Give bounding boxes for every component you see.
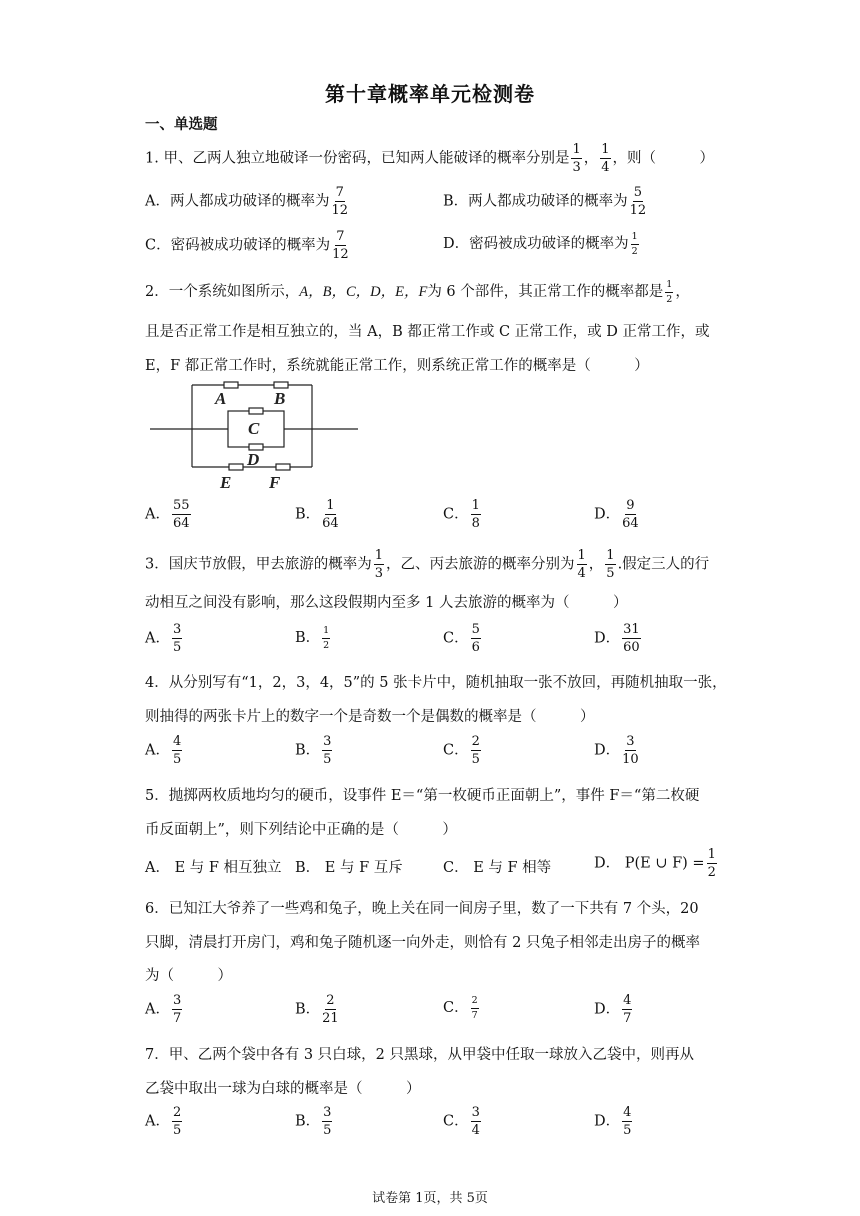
question-3-stem-line-2: 动相互之间没有影响，那么这段假期内至多 1 人去旅游的概率为（ ） bbox=[145, 595, 628, 611]
question-3-option-b[interactable]: B． $\frac{1}{2}$ bbox=[295, 625, 330, 651]
question-2-option-a[interactable]: A． $\frac{55}{64}$ bbox=[145, 498, 190, 531]
question-4-option-d[interactable]: D． $\frac{3}{10}$ bbox=[594, 734, 639, 767]
question-7-option-d[interactable]: D． $\frac{4}{5}$ bbox=[594, 1105, 632, 1138]
question-1-option-d[interactable]: D．密码被成功破译的概率为 $\frac{1}{2}$ bbox=[443, 231, 638, 257]
label-a: A bbox=[215, 389, 227, 408]
component-e bbox=[229, 464, 243, 470]
question-2-option-d[interactable]: D． $\frac{9}{64}$ bbox=[594, 498, 639, 531]
component-f bbox=[276, 464, 290, 470]
question-4-stem-line-2: 则抽得的两张卡片上的数字一个是奇数一个是偶数的概率是（ ） bbox=[145, 709, 595, 725]
question-5-option-b[interactable]: B． E 与 F 互斥 bbox=[295, 860, 403, 876]
question-6-option-d[interactable]: D． $\frac{4}{7}$ bbox=[594, 993, 632, 1026]
question-1-option-c[interactable]: C．密码被成功破译的概率为 $\frac{7}{12}$ bbox=[145, 229, 349, 262]
question-2-option-c[interactable]: C． $\frac{1}{8}$ bbox=[443, 498, 480, 531]
question-5-stem-line-1: 5．抛掷两枚质地均匀的硬币，设事件 E＝“第一枚硬币正面朝上”，事件 F＝“第二枚硬 bbox=[145, 788, 700, 804]
label-c: C bbox=[248, 419, 260, 438]
question-4-option-a[interactable]: A． $\frac{4}{5}$ bbox=[145, 734, 182, 767]
label-e: E bbox=[220, 473, 232, 490]
question-3-stem-line-1: 3．国庆节放假，甲去旅游的概率为 $\frac{1}{3}$ ，乙、丙去旅游的概率分别为 $\frac{1}{4}$ ， $\frac{1}{5}$ .假定三人的行 bbox=[145, 548, 710, 581]
question-7-stem-line-2: 乙袋中取出一球为白球的概率是（ ） bbox=[145, 1081, 421, 1097]
question-7-option-b[interactable]: B． $\frac{3}{5}$ bbox=[295, 1105, 332, 1138]
question-1-option-b[interactable]: B．两人都成功破译的概率为 $\frac{5}{12}$ bbox=[443, 185, 647, 218]
question-3-option-d[interactable]: D． $\frac{31}{60}$ bbox=[594, 622, 640, 655]
question-4-option-c[interactable]: C． $\frac{2}{5}$ bbox=[443, 734, 480, 767]
question-3-option-c[interactable]: C． $\frac{5}{6}$ bbox=[443, 622, 480, 655]
question-6-stem-line-1: 6．已知江大爷养了一些鸡和兔子，晚上关在同一间房子里，数了一下共有 7 个头，20 bbox=[145, 901, 699, 917]
question-1-option-a[interactable]: A．两人都成功破译的概率为 $\frac{7}{12}$ bbox=[145, 185, 349, 218]
component-b bbox=[274, 382, 288, 388]
question-7-option-a[interactable]: A． $\frac{2}{5}$ bbox=[145, 1105, 182, 1138]
question-2-stem-line-1: 2．一个系统如图所示，A，B，C，D，E，F为 6 个部件，其正常工作的概率都是 $\frac{1}{2}$ ， bbox=[145, 279, 690, 305]
question-5-option-a[interactable]: A． E 与 F 相互独立 bbox=[145, 860, 282, 876]
question-6-option-c[interactable]: C． $\frac{2}{7}$ bbox=[443, 995, 478, 1021]
page-title: 第十章概率单元检测卷 bbox=[325, 82, 535, 106]
component-c bbox=[249, 408, 263, 414]
question-2-stem-line-2: 且是否正常工作是相互独立的，当 A，B 都正常工作或 C 正常工作，或 D 正常工作，或 bbox=[145, 324, 710, 340]
question-6-option-b[interactable]: B． $\frac{2}{21}$ bbox=[295, 993, 339, 1026]
question-6-option-a[interactable]: A． $\frac{3}{7}$ bbox=[145, 993, 182, 1026]
label-b: B bbox=[274, 389, 286, 408]
page-footer: 试卷第 1页，共 5页 bbox=[372, 1191, 488, 1206]
question-3-option-a[interactable]: A． $\frac{3}{5}$ bbox=[145, 622, 182, 655]
question-5-option-d[interactable]: D． P(E ∪ F) = $\frac{1}{2}$ bbox=[594, 847, 716, 880]
question-4-option-b[interactable]: B． $\frac{3}{5}$ bbox=[295, 734, 332, 767]
question-6-stem-line-3: 为（ ） bbox=[145, 968, 232, 984]
component-a bbox=[224, 382, 238, 388]
label-f: F bbox=[269, 473, 281, 490]
question-1-stem: 1. 甲、乙两人独立地破译一份密码，已知两人能破译的概率分别是 $\frac{1}{3}$ ， $\frac{1}{4}$ ，则（ ） bbox=[145, 142, 715, 175]
question-2-stem-line-3: E，F 都正常工作时，系统就能正常工作，则系统正常工作的概率是（ ） bbox=[145, 358, 649, 374]
question-5-stem-line-2: 币反面朝上”，则下列结论中正确的是（ ） bbox=[145, 822, 457, 838]
question-6-stem-line-2: 只脚，清晨打开房门，鸡和兔子随机逐一向外走，则恰有 2 只兔子相邻走出房子的概率 bbox=[145, 935, 700, 951]
label-d: D bbox=[247, 450, 260, 469]
circuit-diagram bbox=[148, 380, 363, 490]
section-heading: 一、单选题 bbox=[145, 117, 218, 133]
question-2-option-b[interactable]: B． $\frac{1}{64}$ bbox=[295, 498, 339, 531]
question-5-option-c[interactable]: C． E 与 F 相等 bbox=[443, 860, 552, 876]
question-7-option-c[interactable]: C． $\frac{3}{4}$ bbox=[443, 1105, 480, 1138]
question-7-stem-line-1: 7．甲、乙两个袋中各有 3 只白球，2 只黑球，从甲袋中任取一球放入乙袋中，则再从 bbox=[145, 1047, 695, 1063]
question-4-stem-line-1: 4．从分别写有“1，2，3，4，5”的 5 张卡片中，随机抽取一张不放回，再随机抽取一张， bbox=[145, 675, 727, 691]
